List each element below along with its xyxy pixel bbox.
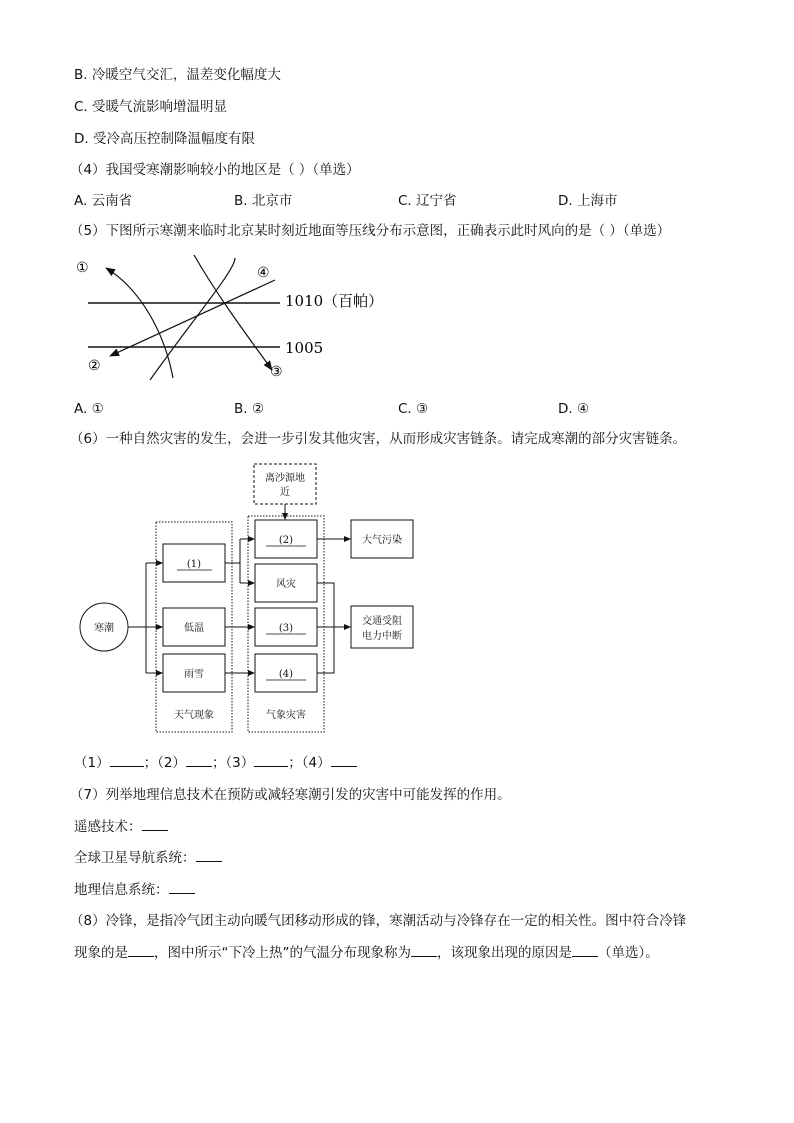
- sand-source-line1: 离沙源地: [265, 473, 305, 484]
- q4-stem: （4）我国受寒潮影响较小的地区是（ ）（单选）: [70, 162, 360, 178]
- q8-blank-1[interactable]: [128, 944, 154, 957]
- q5-option-b: B. ②: [234, 401, 264, 417]
- cold-wave-label: 寒潮: [94, 623, 114, 634]
- arrow-label-2: ②: [88, 358, 101, 374]
- q8-blank-2[interactable]: [411, 944, 437, 957]
- sand-source-line2: 近: [280, 487, 290, 498]
- arrow-4: [150, 258, 235, 380]
- q6-answer-line: [74, 754, 357, 772]
- traffic-label-2: 电力中断: [362, 631, 402, 642]
- weather-box-3-label: 雨雪: [184, 669, 204, 680]
- q6-answer-label-3: ；（3）: [211, 755, 255, 771]
- disaster-group-label: 气象灾害: [266, 710, 306, 721]
- disaster-box-1-label: (2): [278, 535, 294, 546]
- disaster-box-2-label: 风灾: [276, 579, 296, 590]
- q8-blank-3[interactable]: [572, 944, 598, 957]
- q7-item-rs: [74, 818, 168, 836]
- q8-text-a: 现象的是: [74, 945, 128, 961]
- q5-option-d: D. ④: [558, 401, 590, 417]
- disaster-box-3-label: (3): [278, 623, 294, 634]
- q7-stem: （7）列举地理信息技术在预防或减轻寒潮引发的灾害中可能发挥的作用。: [70, 787, 511, 803]
- q6-answer-label-1: （1）: [74, 755, 110, 771]
- q4-option-a: A. 云南省: [74, 193, 133, 209]
- q6-stem: （6）一种自然灾害的发生，会进一步引发其他灾害，从而形成灾害链条。请完成寒潮的部分灾害链条。: [70, 431, 687, 447]
- weather-box-1-label: (1): [186, 559, 202, 570]
- q7-item-gnss: [74, 849, 222, 867]
- q7-blank-rs[interactable]: [142, 818, 168, 831]
- q7-item-gis: [74, 881, 195, 899]
- q7-item-gis-label: 地理信息系统：: [74, 882, 169, 898]
- q6-answer-label-4: ；（4）: [288, 755, 331, 771]
- arrow-label-3: ③: [270, 364, 283, 380]
- q6-blank-2[interactable]: [186, 754, 212, 767]
- isobar-1010-label: 1010（百帕）: [285, 292, 384, 310]
- q6-answer-label-2: ；（2）: [143, 755, 186, 771]
- isobar-figure: [70, 250, 390, 385]
- isobar-1005-label: 1005: [285, 339, 324, 357]
- q3-option-b: B. 冷暖空气交汇，温差变化幅度大: [74, 67, 281, 83]
- q7-item-rs-label: 遥感技术：: [74, 819, 142, 835]
- q6-blank-1[interactable]: [110, 754, 144, 767]
- weather-group-label: 天气现象: [174, 710, 214, 721]
- q8-text-c: ，该现象出现的原因是: [437, 945, 572, 961]
- traffic-label-1: 交通受阻: [362, 616, 402, 627]
- q5-option-c: C. ③: [398, 401, 429, 417]
- arrow-label-1: ①: [76, 260, 89, 276]
- q6-blank-3[interactable]: [254, 754, 288, 767]
- q4-option-d: D. 上海市: [558, 193, 618, 209]
- q7-item-gnss-label: 全球卫星导航系统：: [74, 850, 196, 866]
- q3-option-d: D. 受冷高压控制降温幅度有限: [74, 131, 255, 147]
- sand-source-box: [254, 464, 316, 504]
- q8-text-d: （单选）。: [598, 945, 659, 961]
- q4-option-b: B. 北京市: [234, 193, 293, 209]
- arrow-label-4: ④: [257, 265, 270, 281]
- q8-line2: [74, 944, 659, 962]
- weather-box-2-label: 低温: [184, 623, 204, 634]
- disaster-chain-diagram: [74, 462, 424, 734]
- q5-option-a: A. ①: [74, 401, 104, 417]
- q4-option-c: C. 辽宁省: [398, 193, 457, 209]
- q8-line1: （8）冷锋，是指冷气团主动向暖气团移动形成的锋，寒潮活动与冷锋存在一定的相关性。图中符合冷锋: [70, 913, 687, 929]
- disaster-box-4-label: (4): [278, 669, 294, 680]
- pollution-label: 大气污染: [362, 535, 402, 546]
- q7-blank-gnss[interactable]: [196, 849, 222, 862]
- arrow-2: [110, 280, 275, 356]
- q8-text-b: ，图中所示“下冷上热”的气温分布现象称为: [154, 945, 411, 961]
- q6-blank-4[interactable]: [331, 754, 357, 767]
- q5-stem: （5）下图所示寒潮来临时北京某时刻近地面等压线分布示意图，正确表示此时风向的是（ ）（单选）: [70, 223, 671, 239]
- q3-option-c: C. 受暖气流影响增温明显: [74, 99, 228, 115]
- q7-blank-gis[interactable]: [169, 881, 195, 894]
